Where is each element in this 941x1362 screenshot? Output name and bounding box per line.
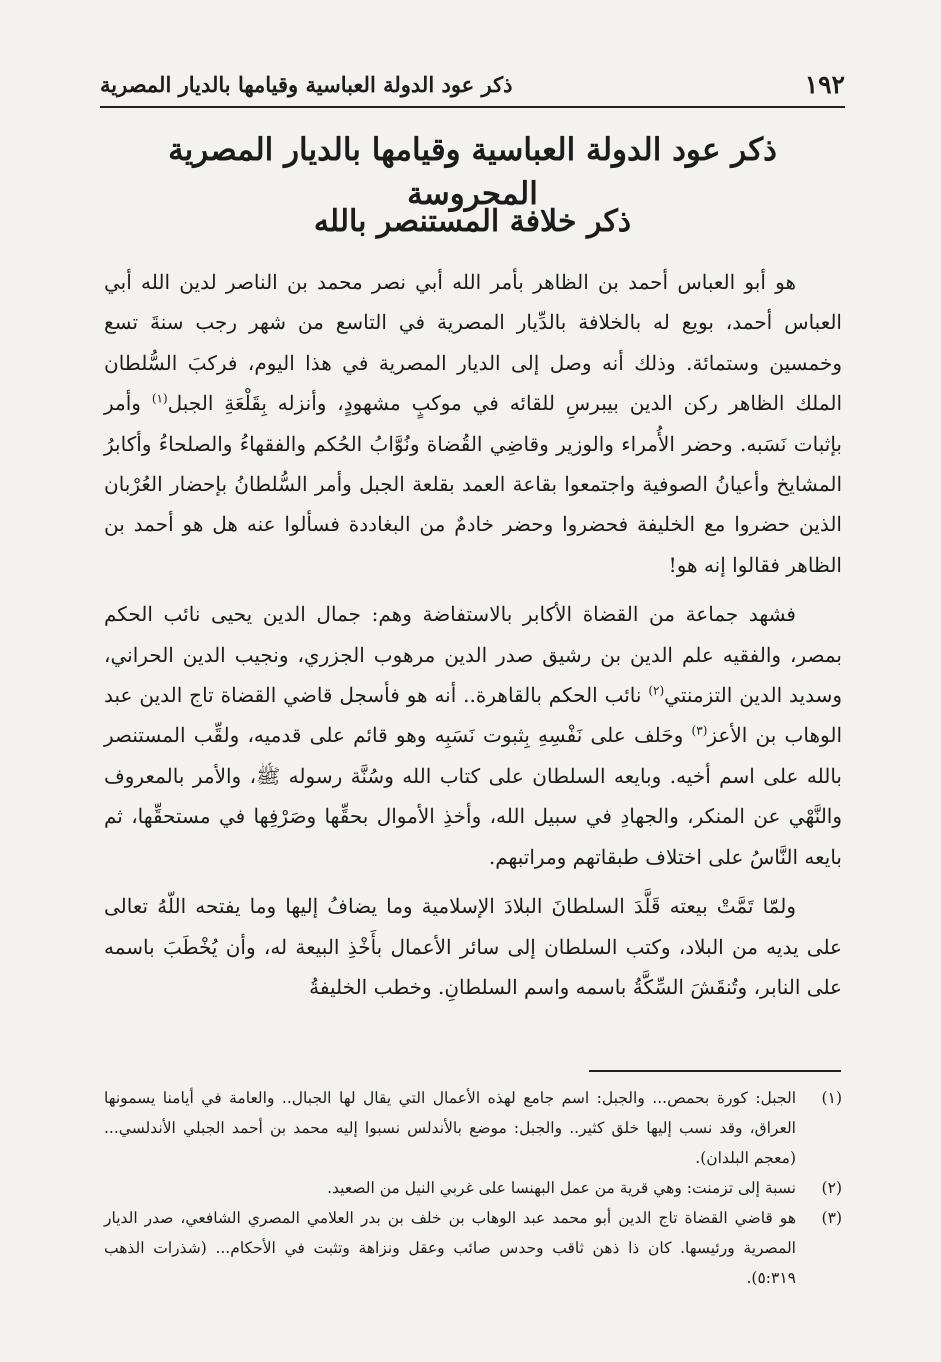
section-title: ذكر خلافة المستنصر بالله (313, 204, 632, 239)
footnote-ref-2: (٢) (648, 683, 665, 698)
footnote-divider (589, 1070, 841, 1072)
footnote-2 (104, 1173, 842, 1203)
footnotes (104, 1083, 842, 1293)
paragraph-2-text-c: وحَلف على نَفْسِهِ بِثبوت نَسَبِه وهو قائم على قدميه، ولقِّب المستنصر بالله على اسم أخيه. وبايعه السلطان على كتاب الله وسُنَّة رسوله ﷺ، والأمر بالمعروف والنَّهْي عن المنكر، والجهادِ في سبيل الله، وأخذِ الأموال بحقِّها وصَرْفِها في مستحقِّها، ثم بايعه النَّاسُ على اختلاف طبقاتهم ومراتبهم. (104, 723, 842, 869)
paragraph-1-text-b: وأمر بإثبات نَسَبه. وحضر الأُمراء والوزير وقاضِي القُضاة ونُوَّابُ الحُكم والفقهاءُ والصلحاءُ وأكابرُ المشايخ وأعيانُ الصوفية واجتمعوا بقاعة العمد بقلعة الجبل وأمر السُّلطانُ بإحضار العُرْبان الذين حضروا مع الخليفة فحضروا وحضر خادمٌ من البغاددة فسألوا عنه هل هو أحمد بن الظاهر فقالوا إنه هو! (104, 391, 842, 577)
footnote-1 (104, 1083, 842, 1173)
footnote-number: (٣) (821, 1209, 842, 1227)
paragraph-1-text-a: هو أبو العباس أحمد بن الظاهر بأمر الله أبي نصر محمد بن الناصر لدين الله أبي العباس أحمد، بويع له بالخلافة بالدِّيار المصرية في التاسع من شهر رجب سنةَ تسع وخمسين وستمائة. وذلك أنه وصل إلى الديار المصرية في هذا اليوم، فركبَ السُّلطان الملك الظاهر ركن الدين بيبرسِ للقائه في موكبٍ مشهودٍ، وأنزله بِقَلْعَةِ الجبل (104, 270, 843, 416)
page-header (100, 58, 845, 108)
paragraph-2-text-b: نائب الحكم بالقاهرة.. أنه هو فأسجل قاضي القضاة تاج الدين عبد الوهاب بن الأعز (104, 683, 842, 748)
footnote-ref-1: (١) (151, 391, 168, 406)
paragraph-1 (104, 262, 842, 585)
paragraph-2-text-a: فشهد جماعة من القضاة الأكابر بالاستفاضة وهم: جمال الدين يحيى نائب الحكم بمصر، والفقيه علم الدين بن رشيق صدر الدين مرهوب الجزري، ونجيب الدين الحراني، وسديد الدين التزمنتي (104, 602, 842, 708)
footnote-text: نسبة إلى تزمنت: وهي قرية من عمل البهنسا على غربي النيل من الصعيد. (327, 1179, 796, 1197)
paragraph-2 (104, 594, 842, 877)
footnote-text: الجبل: كورة بحمص... والجبل: اسم جامع لهذه الأعمال التي يقال لها الجبال.. والعامة في أيامنا يسمونها العراق، وقد نسب إليها خلق كثير.. والجبل: موضع بالأندلس نسبوا إليه محمد بن أحمد الجبلي الأندلسي... (معجم البلدان). (104, 1089, 796, 1167)
running-title: ذكر عود الدولة العباسية وقيامها بالديار المصرية (100, 72, 513, 97)
page-number: ١٩٢ (804, 70, 845, 99)
footnote-3 (104, 1203, 842, 1293)
footnote-number: (٢) (821, 1179, 842, 1197)
footnote-ref-3: (٣) (691, 723, 708, 738)
chapter-title: ذكر عود الدولة العباسية وقيامها بالديار المصرية المحروسة (168, 132, 777, 212)
footnote-text: هو قاضي القضاة تاج الدين أبو محمد عبد الوهاب بن خلف بن بدر العلامي المصري الشافعي، صدر الديار المصرية ورئيسها. كان ذا ذهن ثاقب وحدس صائب وعقل ونزاهة وتثبت في الأحكام... (شذرات الذهب ٥:٣١٩). (104, 1209, 796, 1287)
body-text (104, 262, 842, 1007)
paragraph-3: ولمّا تَمَّتْ بيعته قَلَّدَ السلطانَ البلادَ الإسلامية وما يضافُ إليها وما يفتحه اللّهُ تعالى على يديه من البلاد، وكتب السلطان إلى سائر الأعمال بأَخْذِ البيعة له، وأن يُخْطَبَ باسمه على النابر، وتُنقَشَ السِّكَّةُ باسمه واسم السلطانِ. وخطب الخليفةُ (104, 894, 842, 999)
footnote-number: (١) (821, 1089, 842, 1107)
